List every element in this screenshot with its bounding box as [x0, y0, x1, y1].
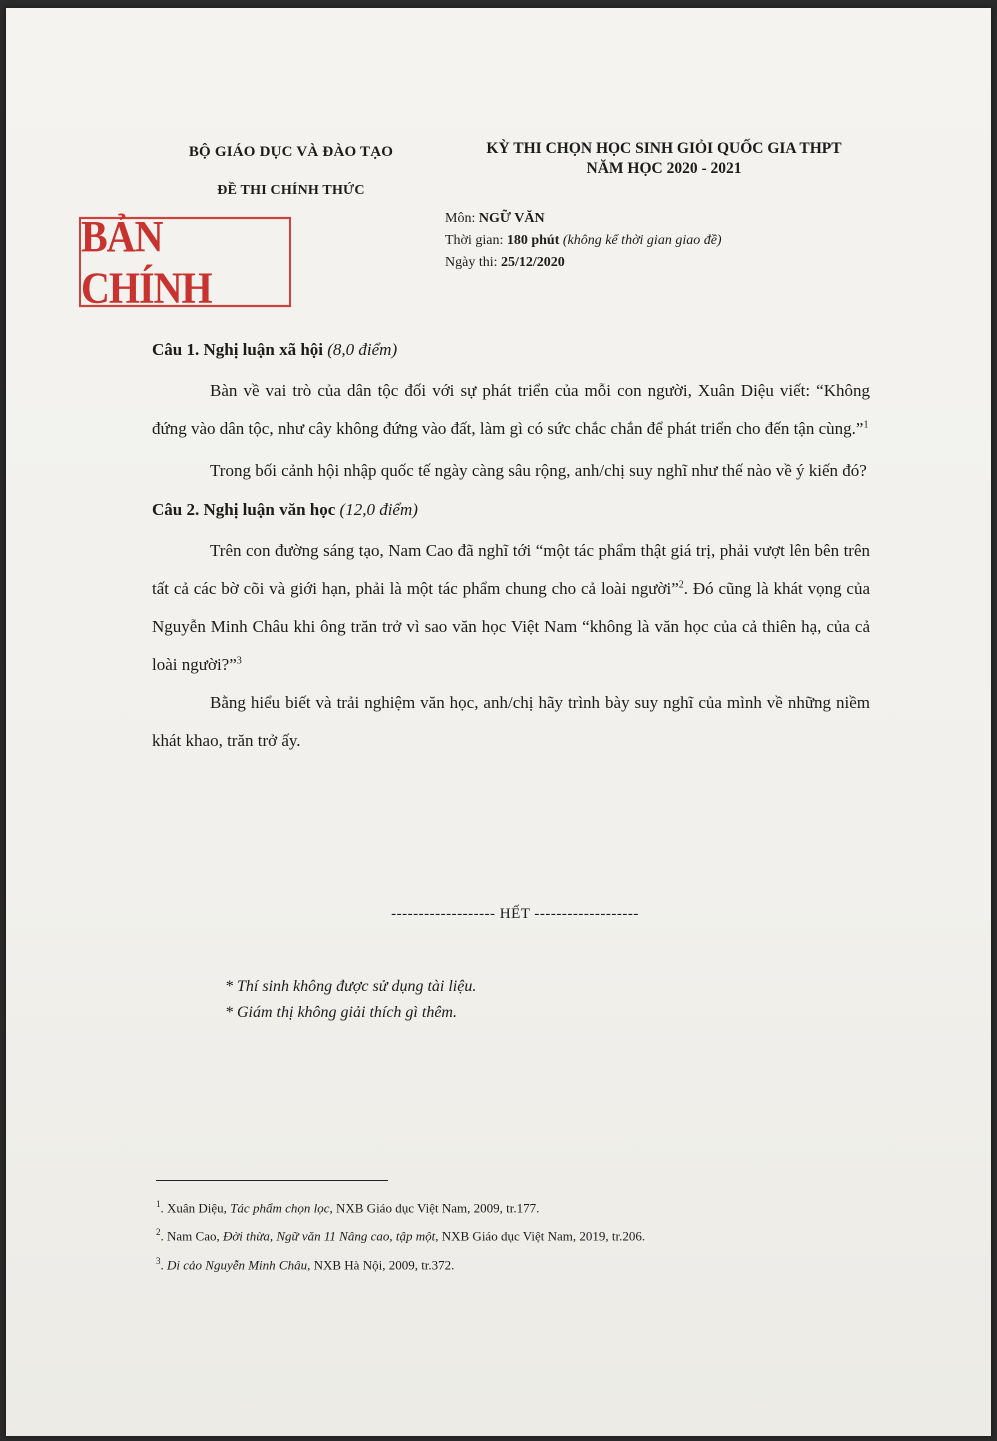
- footnote-3: $^3$. Di cảo Nguyễn Minh Châu, NXB Hà Nội, 2009, tr.372.: [156, 1255, 455, 1272]
- exam-body: [152, 338, 870, 760]
- question-2-title: Câu 2. Nghị luận văn học (12,0 điểm): [152, 500, 418, 519]
- question-2-points: (12,0 điểm): [339, 500, 418, 519]
- exam-title: KỲ THI CHỌN HỌC SINH GIỎI QUỐC GIA THPT: [486, 140, 842, 157]
- exam-notes: [225, 974, 476, 1026]
- footnote-ref-2: 2: [678, 579, 684, 591]
- original-copy-stamp: BẢN CHÍNH: [79, 217, 291, 307]
- footnote-divider: [156, 1180, 388, 1181]
- question-2-prompt: Bằng hiểu biết và trải nghiệm văn học, anh/chị hãy trình bày suy nghĩ của mình về những niềm khát khao, trăn trở ấy.: [152, 693, 870, 750]
- end-marker: ------------------- HẾT -------------------: [391, 906, 639, 922]
- official-exam-label: ĐỀ THI CHÍNH THỨC: [217, 183, 365, 198]
- footnote-ref-3: 3: [236, 655, 242, 667]
- exam-meta: [445, 208, 722, 274]
- time-note: (không kể thời gian giao đề): [562, 233, 722, 248]
- question-1-paragraph: Bàn về vai trò của dân tộc đối với sự phát triển của mỗi con người, Xuân Diệu viết: “Không đứng vào dân tộc, như cây không đứng vào đất, làm gì có sức chắc chắn để phát triển cho đến tận cùng.”$^1$: [152, 381, 870, 438]
- question-1-points: (8,0 điểm): [327, 340, 398, 359]
- time-line: Thời gian: 180 phút (không kể thời gian giao đề): [445, 233, 722, 248]
- date-value: 25/12/2020: [501, 255, 565, 270]
- question-2-paragraph: Trên con đường sáng tạo, Nam Cao đã nghĩ tới “một tác phẩm thật giá trị, phải vượt lên bên trên tất cả các bờ cõi và giới hạn, phải là một tác phẩm chung cho cả loài người”$^2$. Đó cũng là khát vọng của Nguyễn Minh Châu khi ông trăn trở vì sao văn học Việt Nam “không là văn học của cả thiên hạ, của cả loài người?”$^3$: [152, 541, 871, 674]
- date-line: Ngày thi: 25/12/2020: [445, 255, 565, 270]
- question-1-prompt: Trong bối cảnh hội nhập quốc tế ngày càng sâu rộng, anh/chị suy nghĩ như thế nào về ý kiến đó?: [210, 461, 867, 480]
- header-right: [444, 139, 884, 179]
- question-1-title: Câu 1. Nghị luận xã hội (8,0 điểm): [152, 340, 398, 359]
- footnote-2: $^2$. Nam Cao, Đời thừa, Ngữ văn 11 Nâng cao, tập một, NXB Giáo dục Việt Nam, 2019, tr.206.: [156, 1227, 646, 1244]
- header-left: [156, 144, 426, 199]
- footnote-ref-1: 1: [863, 419, 869, 431]
- footnotes: [156, 1192, 896, 1277]
- exam-year: NĂM HỌC 2020 - 2021: [586, 160, 742, 177]
- subject-value: NGỮ VĂN: [478, 211, 545, 226]
- subject-line: Môn: NGỮ VĂN: [445, 211, 545, 226]
- note-no-materials: * Thí sinh không được sử dụng tài liệu.: [225, 978, 477, 995]
- ministry-name: BỘ GIÁO DỤC VÀ ĐÀO TẠO: [188, 144, 394, 160]
- exam-sheet: [6, 8, 991, 1436]
- footnote-1: $^1$. Xuân Diệu, Tác phẩm chọn lọc, NXB Giáo dục Việt Nam, 2009, tr.177.: [156, 1199, 540, 1216]
- note-no-explanation: * Giám thị không giải thích gì thêm.: [225, 1004, 457, 1021]
- time-value: 180 phút: [506, 233, 560, 248]
